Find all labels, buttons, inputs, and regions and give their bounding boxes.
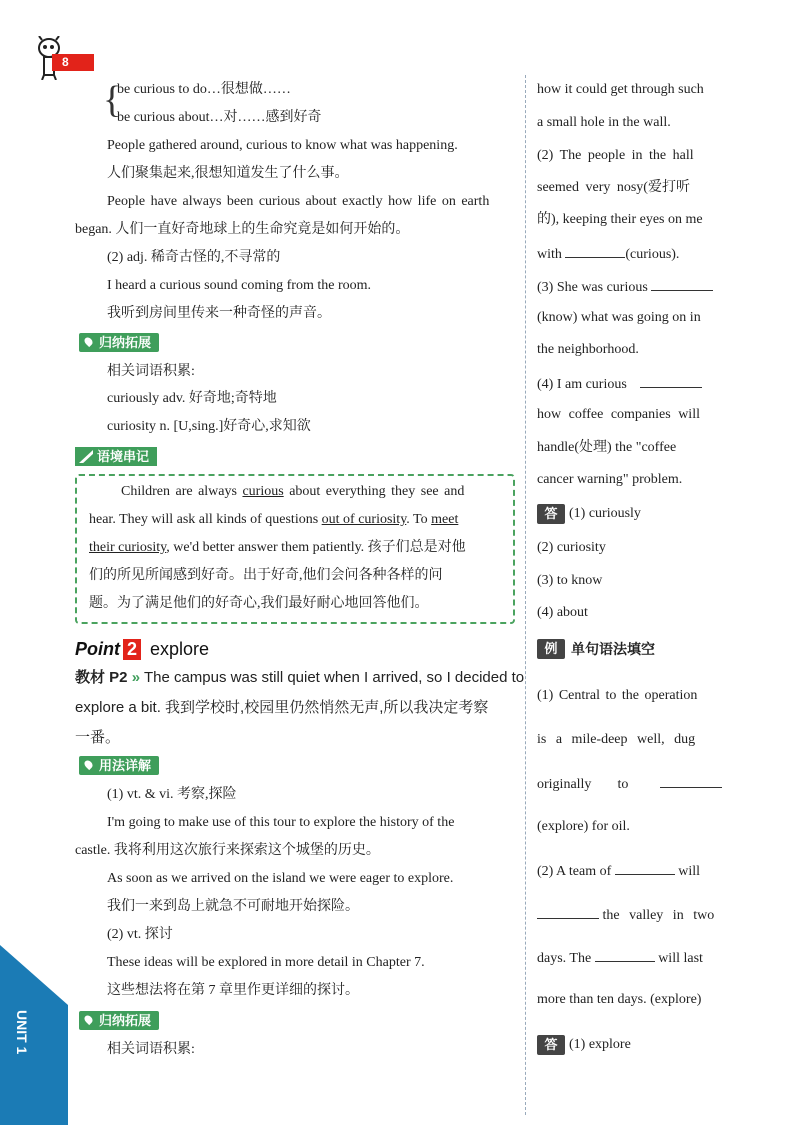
example-3-cn: 我听到房间里传来一种奇怪的声音。	[107, 306, 331, 321]
q4-line-3: handle(处理) the "coffee	[537, 440, 677, 455]
page-number: 8	[52, 54, 94, 71]
textbook-line-3: 一番。	[75, 729, 121, 746]
related-words-title-2: 相关词语积累:	[107, 1042, 195, 1057]
explore-ex-3-cn: 这些想法将在第 7 章里作更详细的探讨。	[107, 983, 359, 998]
ex2-line-2: the valley in two	[537, 904, 714, 926]
answer-4: (4) about	[537, 605, 588, 620]
ex2-line-1: (2) A team of will	[537, 860, 700, 882]
point-heading: Point 2 explore	[75, 639, 210, 659]
explore-sense-2: (2) vt. 探讨	[107, 927, 173, 942]
answer-blank	[615, 860, 675, 875]
example-badge: 例	[537, 639, 565, 659]
example-1-en: People gathered around, curious to know what was happening.	[107, 138, 458, 153]
answer-2: (2) curiosity	[537, 540, 606, 555]
pin-icon	[83, 1014, 94, 1025]
answer-badge-2: 答	[537, 1035, 565, 1055]
related-word-1: curiously adv. 好奇地;奇特地	[107, 391, 277, 406]
answer-blank	[651, 276, 713, 291]
box-line-3: their curiosity, we'd better answer them patiently. 孩子们总是对他	[89, 540, 466, 555]
unit-label: UNIT 1	[14, 1010, 30, 1055]
ex1-line-4: (explore) for oil.	[537, 819, 630, 834]
related-word-2: curiosity n. [U,sing.]好奇心,求知欲	[107, 419, 311, 434]
answer-blank	[537, 904, 599, 919]
explore-ex-3-en: These ideas will be explored in more detail in Chapter 7.	[107, 955, 425, 970]
tag-yongfa: 用法详解	[79, 756, 159, 775]
related-words-title: 相关词语积累:	[107, 364, 195, 379]
q4-line-4: cancer warning" problem.	[537, 472, 683, 487]
answer-blank	[660, 773, 722, 788]
example-title: 单句语法填空	[571, 641, 655, 657]
q3-line-3: the neighborhood.	[537, 342, 639, 357]
q2-line-2: seemed very nosy(爱打听	[537, 180, 690, 195]
pin-icon	[83, 759, 94, 770]
answer-1: (1) curiously	[569, 506, 641, 521]
example-2-cont: began. 人们一直好奇地球上的生命究竟是如何开始的。	[75, 222, 410, 237]
explore-sense-1: (1) vt. & vi. 考察,探险	[107, 787, 237, 802]
q2-line-4: with (curious).	[537, 243, 679, 265]
answer-blank	[595, 947, 655, 962]
explore-ex-2-en: As soon as we arrived on the island we were eager to explore.	[107, 871, 454, 886]
brace-line-2: be curious about…对……感到好奇	[117, 110, 322, 125]
ex1-line-2: is a mile-deep well, dug	[537, 732, 696, 747]
answer-badge: 答	[537, 504, 565, 524]
answer-blank	[640, 373, 702, 388]
ex2-line-4: more than ten days. (explore)	[537, 992, 702, 1007]
textbook-line-1: 教材 P2 » The campus was still quiet when I arrived, so I decided to	[75, 669, 525, 686]
ex2-line-3: days. The will last	[537, 947, 703, 969]
tag-yujing: 语境串记	[75, 447, 157, 466]
q3-line-2: (know) what was going on in	[537, 310, 701, 325]
example-1-cn: 人们聚集起来,很想知道发生了什么事。	[107, 166, 349, 181]
unit-sidebar	[0, 945, 68, 1125]
explore-answer-1: (1) explore	[569, 1037, 631, 1052]
explore-ex-1-cont: castle. 我将利用这次旅行来探索这个城堡的历史。	[75, 843, 380, 858]
ex1-line-3: originally to	[537, 773, 722, 795]
column-divider	[525, 75, 526, 1115]
answer-3: (3) to know	[537, 573, 603, 588]
textbook-line-2: explore a bit. 我到学校时,校园里仍然悄然无声,所以我决定考察	[75, 699, 489, 716]
q4-line-1: (4) I am curious	[537, 373, 702, 395]
box-line-2: hear. They will ask all kinds of questions out of curiosity. To meet	[89, 512, 459, 527]
q2-line-3: 的), keeping their eyes on me	[537, 212, 703, 227]
pin-icon	[83, 336, 94, 347]
q4-line-2: how coffee companies will	[537, 407, 700, 422]
sense-2: (2) adj. 稀奇古怪的,不寻常的	[107, 250, 281, 265]
ex1-line-1: (1) Central to the operation	[537, 688, 698, 703]
example-3-en: I heard a curious sound coming from the room.	[107, 278, 371, 293]
tag-guina: 归纳拓展	[79, 333, 159, 352]
box-line-5: 题。为了满足他们的好奇心,我们最好耐心地回答他们。	[89, 596, 429, 611]
box-line-1: Children are always curious about everything they see and	[121, 484, 465, 499]
brace-icon: {	[103, 79, 122, 121]
explore-ex-2-cn: 我们一来到岛上就急不可耐地开始探险。	[107, 899, 359, 914]
brace-line-1: be curious to do…很想做……	[117, 82, 291, 97]
q2-line-1: (2) The people in the hall	[537, 148, 694, 163]
right-line-1: how it could get through such	[537, 82, 704, 97]
example-2-en: People have always been curious about exactly how life on earth	[107, 194, 490, 209]
box-line-4: 们的所见所闻感到好奇。出于好奇,他们会问各种各样的问	[89, 568, 443, 583]
pen-icon	[79, 450, 93, 463]
tag-guina-2: 归纳拓展	[79, 1011, 159, 1030]
answer-blank	[565, 243, 625, 258]
explore-ex-1: I'm going to make use of this tour to explore the history of the	[107, 815, 455, 830]
right-line-2: a small hole in the wall.	[537, 115, 671, 130]
q3-line-1: (3) She was curious	[537, 276, 713, 298]
